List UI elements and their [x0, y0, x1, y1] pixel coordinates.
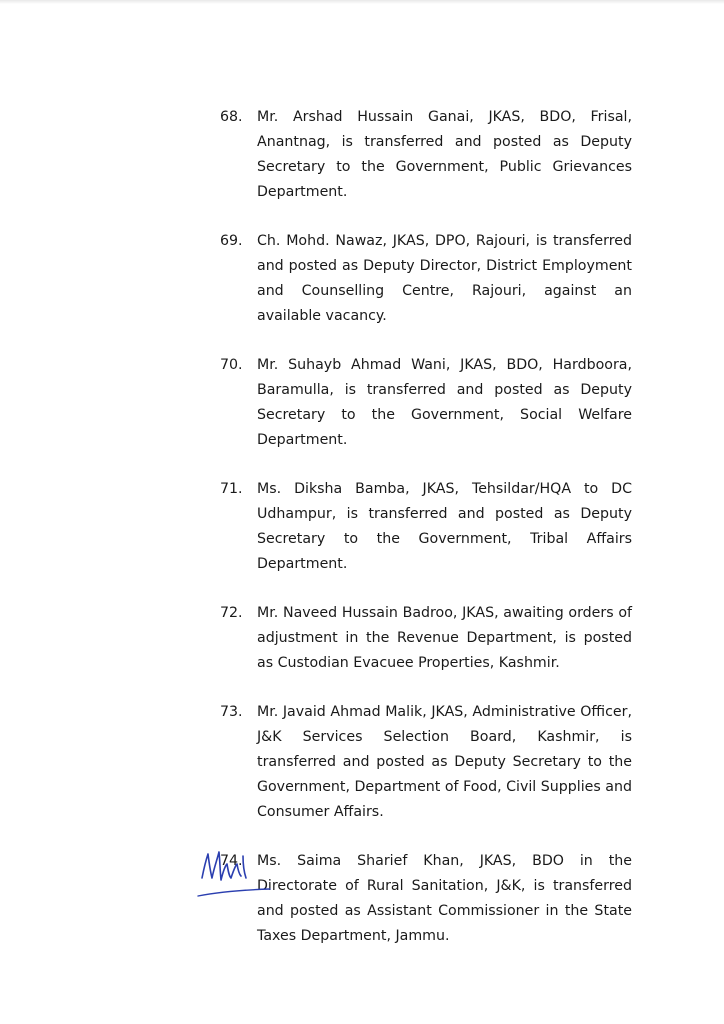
- list-item: [220, 700, 632, 825]
- item-text: Mr. Javaid Ahmad Malik, JKAS, Administrative Officer, J&K Services Selection Board, Kashmir, is transferred and posted as Deputy Secretary to the Government, Department of Food, Civil Supplies and Consumer Affairs.: [257, 704, 632, 820]
- item-text: Mr. Arshad Hussain Ganai, JKAS, BDO, Frisal, Anantnag, is transferred and posted as Deputy Secretary to the Government, Public Grievances Department.: [257, 109, 632, 200]
- item-text: Ms. Saima Sharief Khan, JKAS, BDO in the Directorate of Rural Sanitation, J&K, is transferred and posted as Assistant Commissioner in the State Taxes Department, Jammu.: [257, 853, 632, 944]
- item-number: 72.: [220, 605, 243, 621]
- list-item: [220, 601, 632, 676]
- signature-mark: [196, 838, 272, 904]
- list-item: [220, 229, 632, 329]
- list-item: [220, 105, 632, 205]
- list-item: [220, 353, 632, 453]
- item-text: Ch. Mohd. Nawaz, JKAS, DPO, Rajouri, is transferred and posted as Deputy Director, District Employment and Counselling Centre, Rajouri, against an available vacancy.: [257, 233, 632, 324]
- item-text: Ms. Diksha Bamba, JKAS, Tehsildar/HQA to DC Udhampur, is transferred and posted as Deputy Secretary to the Government, Tribal Affairs Department.: [257, 481, 632, 572]
- item-number: 69.: [220, 233, 243, 249]
- item-number: 71.: [220, 481, 243, 497]
- transfer-order-list: [220, 105, 632, 973]
- item-text: Mr. Naveed Hussain Badroo, JKAS, awaiting orders of adjustment in the Revenue Department, is posted as Custodian Evacuee Properties, Kashmir.: [257, 605, 632, 671]
- scan-edge: [0, 0, 724, 4]
- item-number: 70.: [220, 357, 243, 373]
- item-number: 74.: [220, 853, 243, 869]
- list-item: [220, 477, 632, 577]
- list-item: [220, 849, 632, 949]
- item-text: Mr. Suhayb Ahmad Wani, JKAS, BDO, Hardboora, Baramulla, is transferred and posted as Deputy Secretary to the Government, Social Welfare Department.: [257, 357, 632, 448]
- item-number: 73.: [220, 704, 243, 720]
- item-number: 68.: [220, 109, 243, 125]
